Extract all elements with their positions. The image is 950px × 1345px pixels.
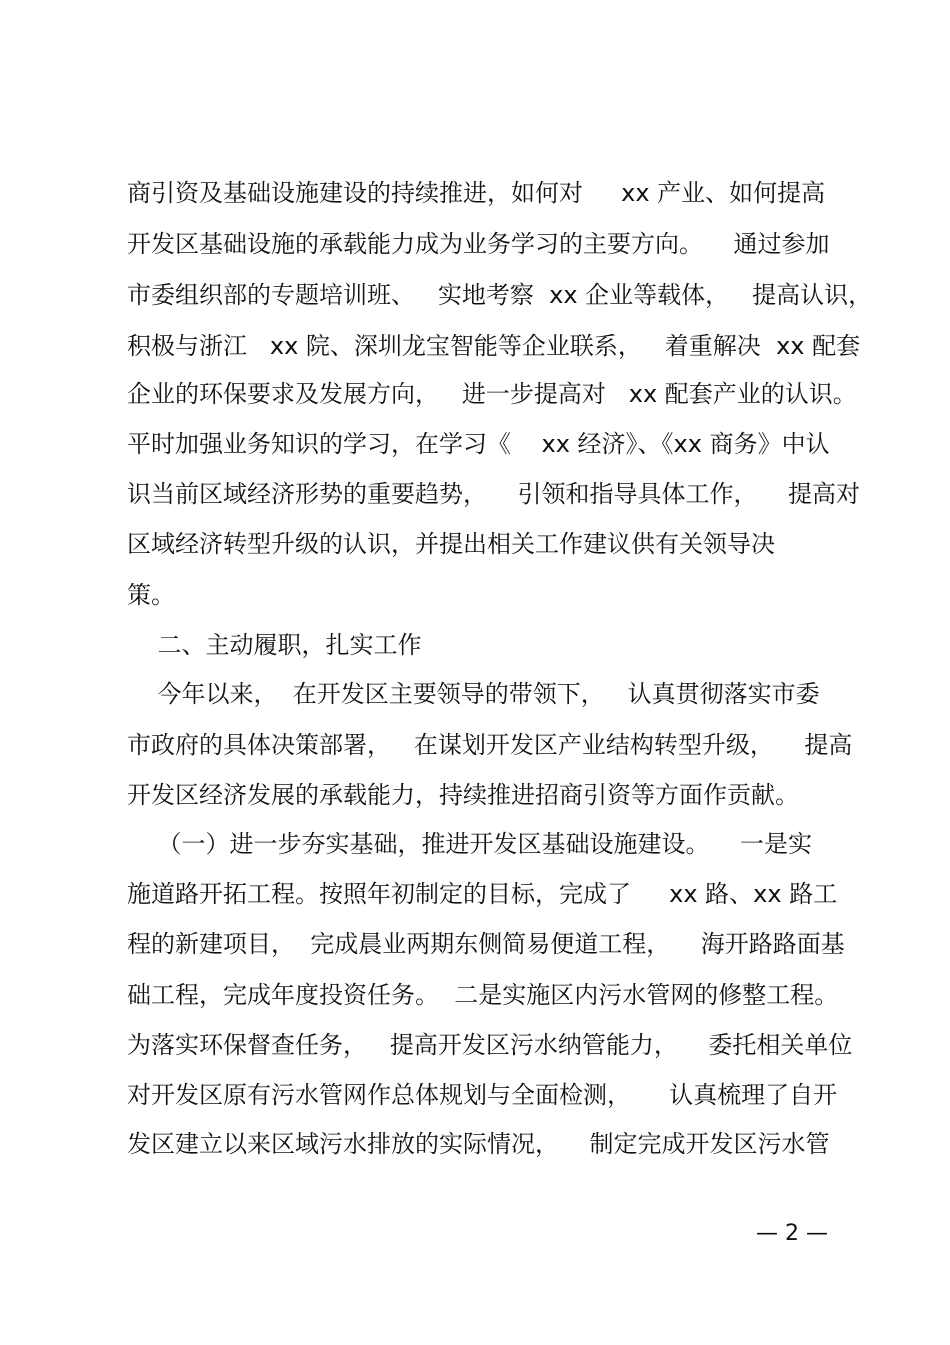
text-line: 区域经济转型升级的认识，并提出相关工作建议供有关领导决 [127,530,775,558]
text-line: 开发区基础设施的承载能力成为业务学习的主要方向。 通过参加 [127,230,830,258]
text-line: 策。 [127,581,175,609]
text-line: 市政府的具体决策部署， 在谋划开发区产业结构转型升级， 提高 [127,731,853,759]
text-line: 平时加强业务知识的学习，在学习《 xx 经济》、《xx 商务》中认 [127,430,830,458]
text-line: 商引资及基础设施建设的持续推进，如何对 xx 产业、如何提高 [127,179,826,207]
text-line: 识当前区域经济形势的重要趋势， 引领和指导具体工作， 提高对 [127,480,861,508]
text-line: 施道路开拓工程。按照年初制定的目标，完成了 xx 路、xx 路工 [127,880,838,908]
page-number: — 2 — [756,1221,828,1246]
text-line: 开发区经济发展的承载能力，持续推进招商引资等方面作贡献。 [127,781,799,809]
text-line: 今年以来， 在开发区主要领导的带领下， 认真贯彻落实市委 [127,680,820,708]
section-heading: 二、主动履职，扎实工作 [127,631,422,659]
text-line: 为落实环保督查任务， 提高开发区污水纳管能力， 委托相关单位 [127,1031,853,1059]
text-line: 发区建立以来区域污水排放的实际情况， 制定完成开发区污水管 [127,1130,830,1158]
text-line: 程的新建项目， 完成晨业两期东侧简易便道工程， 海开路路面基 [127,930,845,958]
text-line: 对开发区原有污水管网作总体规划与全面检测， 认真梳理了自开 [127,1081,838,1109]
text-line: 积极与浙江 xx 院、深圳龙宝智能等企业联系， 着重解决 xx 配套 [127,332,861,360]
text-line: 企业的环保要求及发展方向， 进一步提高对 xx 配套产业的认识。 [127,380,857,408]
text-line: 础工程，完成年度投资任务。 二是实施区内污水管网的修整工程。 [127,981,839,1009]
text-line: （一）进一步夯实基础，推进开发区基础设施建设。 一是实 [127,830,813,858]
text-line: 市委组织部的专题培训班、 实地考察 xx 企业等载体， 提高认识， [127,281,873,309]
